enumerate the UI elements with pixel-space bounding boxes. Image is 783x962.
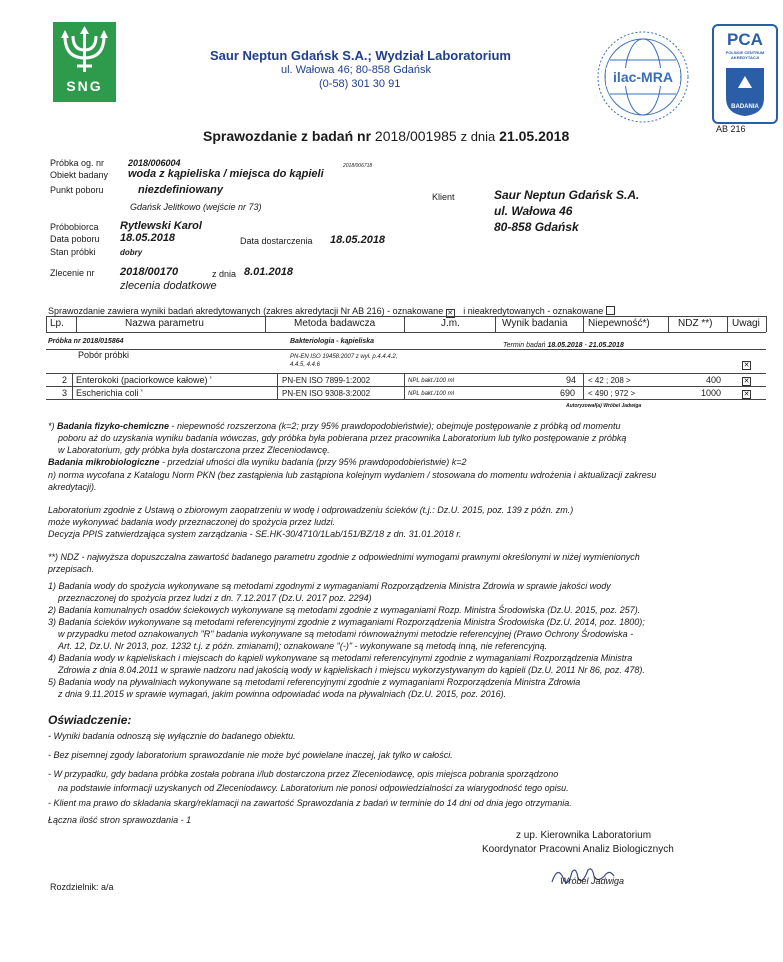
param-unit: NPL bakt./100 ml (408, 378, 454, 384)
col-unit: J.m. (441, 318, 460, 329)
note-line: n) norma wycofana z Katalogu Norm PKN (bez zastąpienia lub zastąpiona kolejnym wydaniem / stosowana do momentu wdrożenia i aktualizacji zakresu (48, 470, 657, 480)
client-city: 80-858 Gdańsk (494, 220, 579, 234)
pca-subtitle: POLSKIE CENTRUM AKREDYTACJI (725, 50, 765, 60)
regulation-line: przeznaczonej do spożycia przez ludzi z dn. 7.12.2017 (Dz.U. 2017 poz. 2294) (58, 593, 372, 603)
point-label: Punkt poboru (50, 185, 104, 195)
accredited-mark (742, 361, 751, 370)
note-line: poboru aż do uzyskania wyniku badania wówczas, gdy próbka była pobierana przez pracownika Laboratorium lub tylko postępowanie z próbką (58, 433, 627, 443)
org-address: ul. Wałowa 46; 80-858 Gdańsk (281, 64, 432, 76)
param-method: PN-EN ISO 9308-3:2002 (282, 389, 371, 398)
regulation-line: 2) Badania komunalnych osadów ściekowych wykonywane są metodami zgodnie z wymaganiami Rozp. Ministra Środowiska (Dz.U. 2015, poz. 257). (48, 605, 641, 615)
order-date: 8.01.2018 (244, 266, 293, 278)
note-line: w Laboratorium, gdy próbka była dostarczona przez Zleceniodawcę. (58, 445, 330, 455)
org-phone: (0-58) 301 30 91 (319, 78, 401, 90)
state-value: dobry (120, 248, 143, 257)
sampler-label: Próbobiorca (50, 222, 99, 232)
param-ndz: 1000 (701, 388, 722, 398)
ilac-mra-logo (596, 30, 690, 124)
regulation-line: z dnia 9.11.2015 w sprawie wymagań, jakim powinna odpowiadać woda na pływalniach (Dz.U. 2015, poz. 2016). (58, 689, 507, 699)
sampler-value: Rytlewski Karol (120, 220, 202, 232)
law-line: Decyzja PPIS zatwierdzająca system zarządzania - SE.HK-30/4710/1Lab/151/BZ/18 z dn. 31.01.2018 r. (48, 529, 462, 539)
object-label: Obiekt badany (50, 170, 109, 180)
regulation-line: 5) Badania wody na pływalniach wykonywane są metodami referencyjnymi zgodnie z wymaganiami Rozporządzenia Ministra Zdrowia (48, 677, 581, 687)
pca-title: PCA (727, 30, 763, 49)
sample-row: Próbka nr 2018/015864 (48, 338, 124, 345)
col-ndz: NDZ **) (678, 318, 713, 329)
col-lp: Lp. (50, 318, 64, 329)
param-uncertainty: < 42 ; 208 > (588, 376, 631, 385)
org-name: Saur Neptun Gdańsk S.A.; Wydział Laboratorium (210, 48, 511, 63)
shield-icon (722, 64, 768, 118)
sample-no: 2018/006004 (128, 158, 181, 168)
param-name: Escherichia coli ' (76, 388, 143, 398)
col-notes: Uwagi (732, 318, 760, 329)
col-name: Nazwa parametru (125, 318, 204, 329)
declaration-title: Oświadczenie: (48, 713, 132, 727)
note-micro: Badania mikrobiologiczne - przedział ufności dla wyniku badania (przy 95% prawdopodobieństwie) k=2 (48, 457, 467, 467)
trident-icon (53, 24, 116, 76)
state-label: Stan próbki (50, 247, 96, 257)
scope-text: Sprawozdanie zawiera wyniki badań akredytowanych (zakres akredytacji Nr AB 216) - oznakowane ✕ i nieakredytowanych - oznakowane (48, 305, 615, 317)
regulation-line: 4) Badania wody w kąpieliskach i miejscach do kąpieli wykonywane są metodami referencyjnymi zgodnie z wymaganiami Rozporządzenia Ministra (48, 653, 633, 663)
sng-label: SNG (66, 78, 103, 94)
ilac-label: ilac-MRA (613, 69, 673, 85)
authorized-by: Autoryzował(a) Wróbel Jadwiga (566, 403, 642, 409)
ndz-note: **) NDZ - najwyższa dopuszczalna zawartość badanego parametru zgodnie z odpowiednimi wymogami prawnymi określonymi w niżej wymienionych (48, 552, 640, 562)
param-method: PN-EN ISO 7899-1:2002 (282, 376, 371, 385)
order-note: zlecenia dodatkowe (120, 280, 217, 292)
delivery-label: Data dostarczenia (240, 236, 313, 246)
regulation-line: Zdrowia z dnia 8.04.2011 w sprawie nadzoru nad jakością wody w kąpieliskach i miejscu wykorzystywanym do kąpieli (Dz.U. 2011 Nr 86, poz. 478). (58, 665, 645, 675)
param-result: 690 (560, 388, 576, 398)
sample-no-label: Próbka og. nr (50, 158, 105, 168)
sample-small-ref: 2018/006718 (343, 163, 373, 169)
object-value: woda z kąpieliska / miejsca do kąpieli (128, 168, 324, 180)
regulation-line: w przypadku metod oznakowanych "R" badania wykonywane są metodami równoważnymi metodzie referencyjnej (Prawo Ochrony Środowiska - (58, 629, 634, 639)
date-value: 18.05.2018 (120, 232, 176, 244)
order-date-prefix: z dnia (212, 269, 237, 279)
ndz-note: przepisach. (48, 564, 95, 574)
declaration-item: - W przypadku, gdy badana próbka została pobrana i/lub dostarczona przez Zleceniodawcę, opis miejsca pobrania sporządzono (48, 769, 559, 779)
param-method: PN-EN ISO 19458:2007 z wył. p.4.4.4.2, 4.4.5, 4.4.6 (290, 354, 398, 368)
declaration-item: - Klient ma prawo do składania skarg/reklamacji na zawartość Sprawozdania z badań w terminie do 14 dni od dnia jego otrzymania. (48, 798, 572, 808)
regulation-line: Art. 12, Dz.U. Nr 2013, poz. 1232 t.j. z późn. zmianami); oznakowane "(-)" - wykonywane są metodą inną, nie referencyjną. (58, 641, 548, 651)
regulation-line: 3) Badania ścieków wykonywane są metodami referencyjnymi zgodnie z wymaganiami Rozporządzenia Ministra Środowiska (Dz.U. 2014, poz. 1800); (48, 617, 645, 627)
signer-name: Wróbel Jadwiga (560, 876, 625, 886)
declaration-item: - Bez pisemnej zgody laboratorium sprawozdanie nie może być powielane inaczej, jak tylko w całości. (48, 750, 453, 760)
accredited-mark (742, 390, 751, 399)
declaration-item: - Wyniki badania odnoszą się wyłącznie do badanego obiektu. (48, 731, 296, 741)
client-label: Klient (432, 192, 455, 202)
delivery-value: 18.05.2018 (330, 234, 386, 246)
client-name: Saur Neptun Gdańsk S.A. (494, 188, 640, 202)
non-accredited-checkbox (606, 306, 615, 315)
order-label: Zlecenie nr (50, 268, 95, 278)
regulation-line: 1) Badania wody do spożycia wykonywane są metodami zgodnymi z wymaganiami Rozporządzenia Ministra Zdrowia w sprawie jakości wody (48, 581, 611, 591)
sign-line-1: z up. Kierownika Laboratorium (516, 830, 652, 841)
param-result: 94 (566, 375, 577, 385)
note-uncertainty: *) Badania fizyko-chemiczne - niepewność rozszerzona (k=2; przy 95% prawdopodobieństwie); obejmuje postępowanie z próbką od momentu (48, 421, 621, 431)
param-name: Pobór próbki (78, 350, 130, 360)
accredited-mark (742, 377, 751, 386)
row-lp: 3 (62, 388, 68, 398)
client-street: ul. Wałowa 46 (494, 204, 573, 218)
param-ndz: 400 (706, 375, 722, 385)
report-title: Sprawozdanie z badań nr 2018/001985 z dnia 21.05.2018 (203, 128, 570, 144)
col-method: Metoda badawcza (294, 318, 376, 329)
distribution: Rozdzielnik: a/a (50, 882, 114, 892)
note-line: akredytacji). (48, 482, 97, 492)
sign-line-2: Koordynator Pracowni Analiz Biologicznych (482, 844, 674, 855)
date-label: Data poboru (50, 234, 100, 244)
col-uncertainty: Niepewność*) (588, 318, 650, 329)
law-line: Laboratorium zgodnie z Ustawą o zbiorowym zaopatrzeniu w wodę i odprowadzeniu ścieków (t.j.: Dz.U. 2015, poz. 139 z późn. zm.) (48, 505, 574, 515)
param-name: Enterokoki (paciorkowce kałowe) ' (76, 375, 212, 385)
param-unit: NPL bakt./100 ml (408, 391, 454, 397)
declaration-item: na podstawie informacji uzyskanych od Zleceniodawcy. Laboratorium nie ponosi odpowiedzialności za wiarygodność tego opisu. (58, 783, 569, 793)
section-title: Bakteriologia - kąpieliska (290, 338, 375, 345)
accreditation-code: AB 216 (716, 124, 746, 134)
pca-logo (712, 24, 778, 124)
location-value: Gdańsk Jelitkowo (wejście nr 73) (130, 202, 262, 212)
pca-badge: BADANIA (731, 104, 759, 110)
col-result: Wynik badania (502, 318, 568, 329)
row-lp: 2 (62, 375, 68, 385)
point-value: niezdefiniowany (138, 184, 223, 196)
page-count: Łączna ilość stron sprawozdania - 1 (48, 815, 192, 825)
sng-logo (53, 22, 116, 102)
order-value: 2018/00170 (120, 266, 179, 278)
param-uncertainty: < 490 ; 972 > (588, 389, 636, 398)
term-range: Termin badań 18.05.2018 - 21.05.2018 (503, 342, 624, 349)
law-line: może wykonywać badania wody przeznaczonej do spożycia przez ludzi. (48, 517, 336, 527)
